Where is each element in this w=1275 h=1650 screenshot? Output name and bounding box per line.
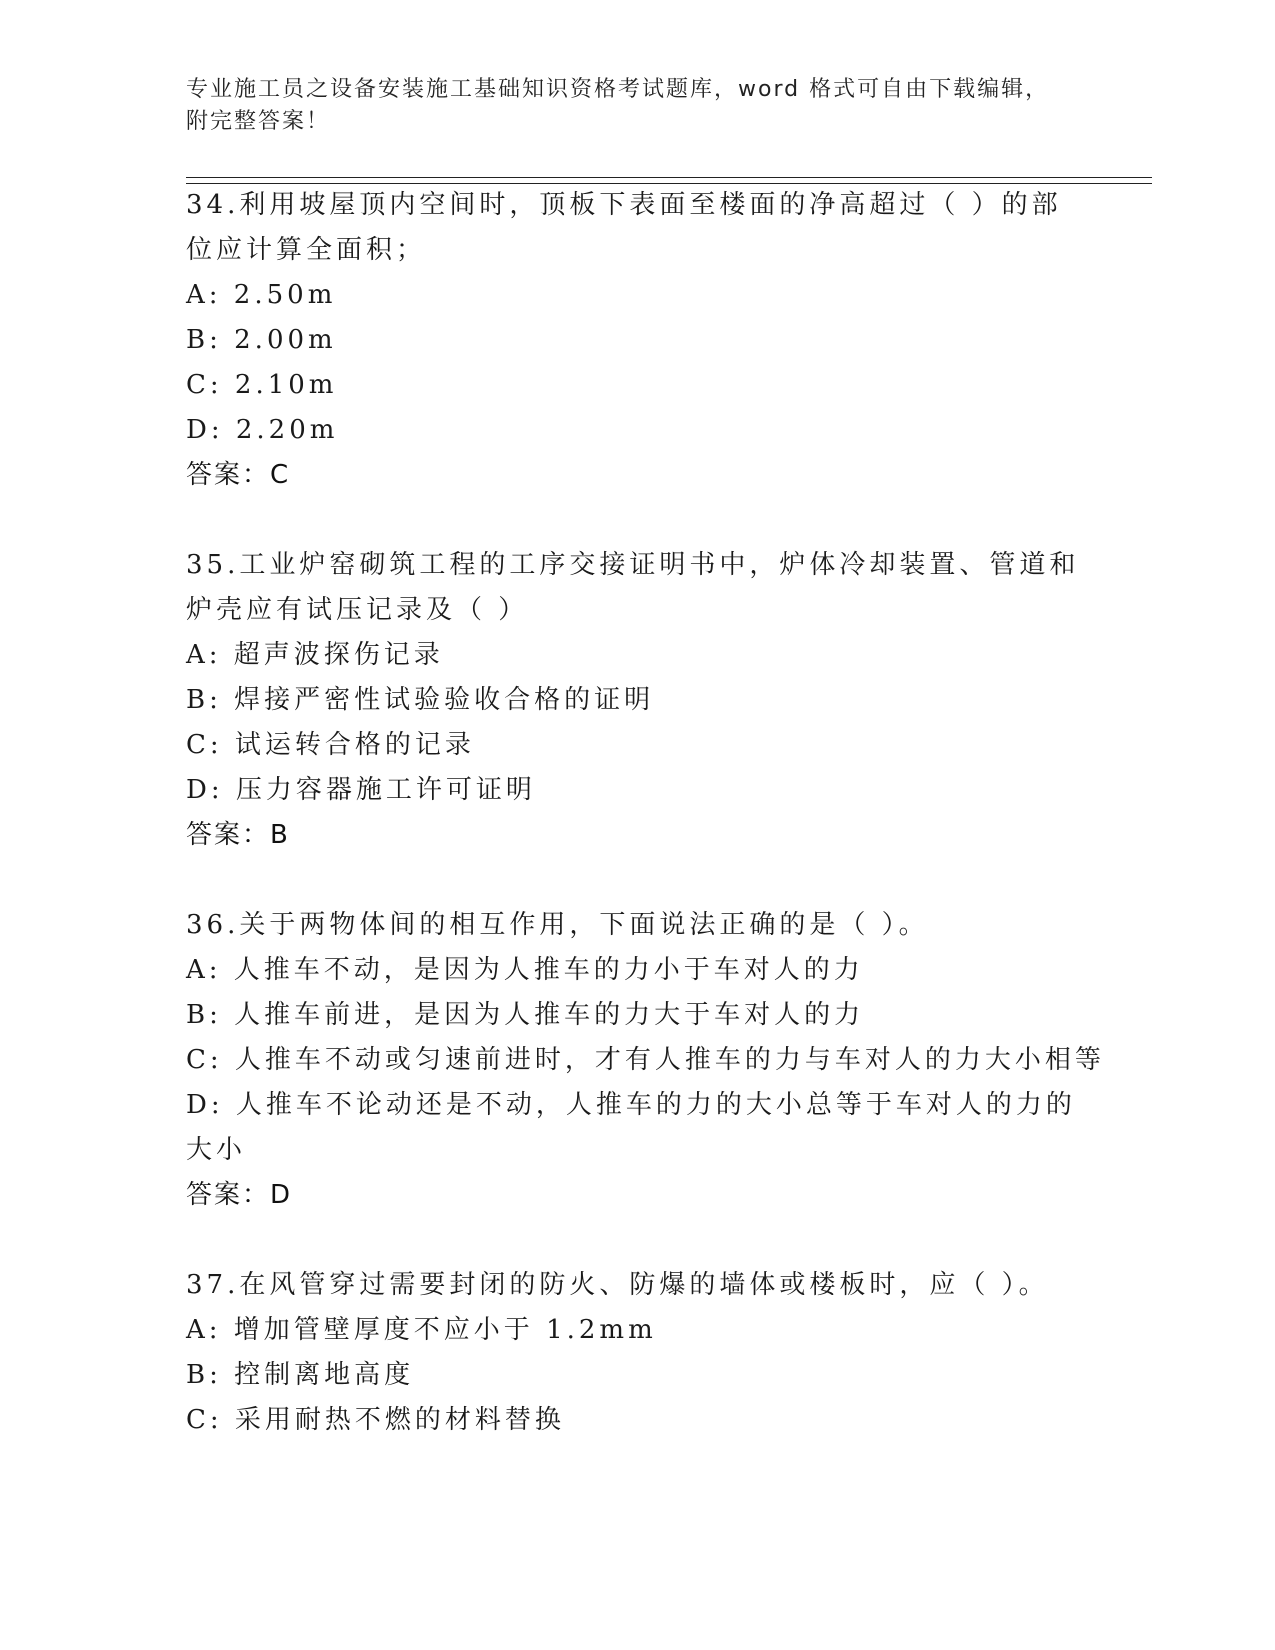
question-stem: 36.关于两物体间的相互作用，下面说法正确的是（ ）。 — [186, 910, 929, 940]
option-a: A: 增加管壁厚度不应小于 1.2mm — [186, 1315, 657, 1345]
option-c: C: 采用耐热不燃的材料替换 — [186, 1405, 565, 1435]
question-stem: 34.利用坡屋顶内空间时，顶板下表面至楼面的净高超过（ ）的部位应计算全面积； — [186, 190, 1062, 265]
answer-line: 答案：B — [186, 820, 290, 850]
option-c: C: 2.10m — [186, 370, 338, 400]
option-d: D: 压力容器施工许可证明 — [186, 775, 536, 805]
option-b: B: 2.00m — [186, 325, 337, 355]
header-line-1: 专业施工员之设备安装施工基础知识资格考试题库，word 格式可自由下载编辑， — [186, 77, 1050, 102]
header-line-2: 附完整答案！ — [186, 109, 331, 134]
option-b: B: 焊接严密性试验验收合格的证明 — [186, 685, 655, 715]
question-stem: 35.工业炉窑砌筑工程的工序交接证明书中，炉体冷却装置、管道和炉壳应有试压记录及（ ） — [186, 550, 1080, 625]
question-37 — [186, 1263, 1086, 1443]
option-b: B: 控制离地高度 — [186, 1360, 415, 1390]
question-36 — [186, 903, 1105, 1218]
option-b: B: 人推车前进，是因为人推车的力大于车对人的力 — [186, 1000, 865, 1030]
header-divider-top — [186, 177, 1152, 178]
option-a: A: 超声波探伤记录 — [186, 640, 444, 670]
answer-line: 答案：C — [186, 460, 291, 490]
option-c: C: 试运转合格的记录 — [186, 730, 475, 760]
document-header — [186, 74, 1086, 138]
answer-line: 答案：D — [186, 1180, 293, 1210]
question-stem: 37.在风管穿过需要封闭的防火、防爆的墙体或楼板时，应（ ）。 — [186, 1270, 1049, 1300]
option-d: D: 2.20m — [186, 415, 339, 445]
question-34 — [186, 183, 1086, 498]
option-a: A: 2.50m — [186, 280, 337, 310]
option-d: D: 人推车不论动还是不动，人推车的力的大小总等于车对人的力的大小 — [186, 1090, 1076, 1165]
option-c: C: 人推车不动或匀速前进时，才有人推车的力与车对人的力大小相等 — [186, 1045, 1105, 1075]
question-35 — [186, 543, 1086, 858]
option-a: A: 人推车不动，是因为人推车的力小于车对人的力 — [186, 955, 864, 985]
